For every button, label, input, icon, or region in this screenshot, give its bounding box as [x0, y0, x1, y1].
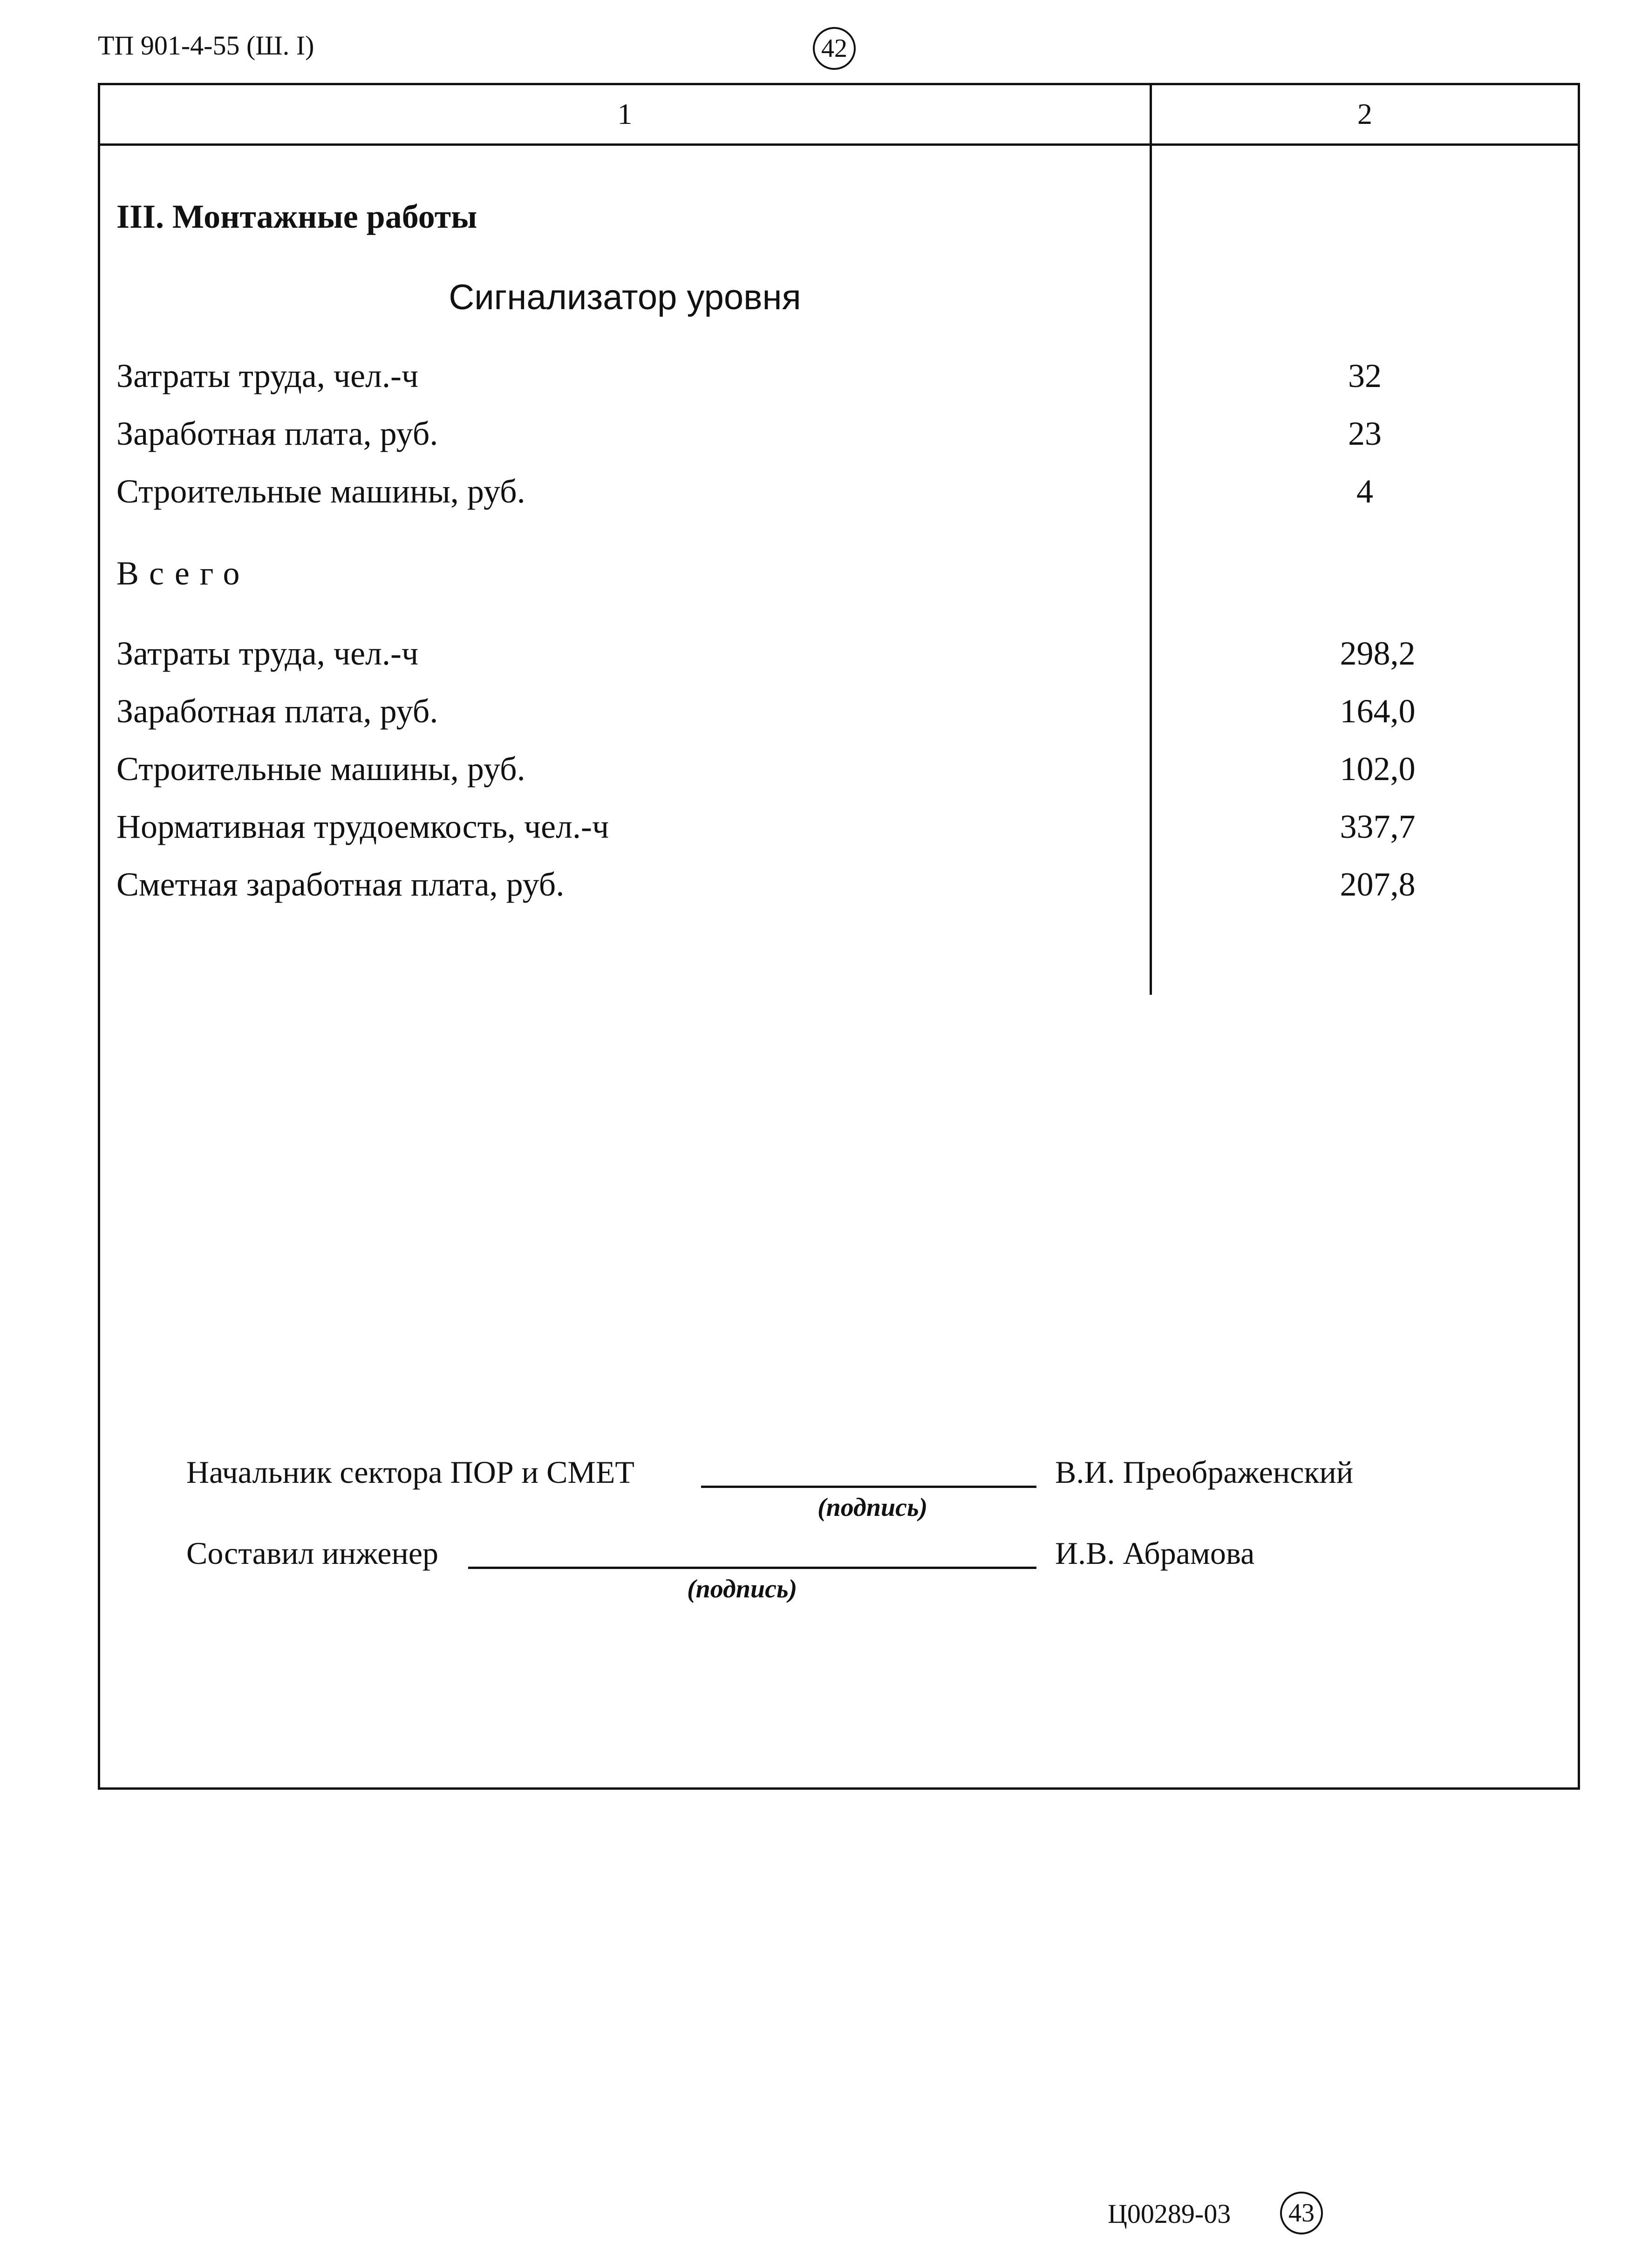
column-header-2: 2 [1357, 97, 1372, 130]
document-code: ТП 901-4-55 (Ш. I) [98, 30, 314, 61]
table-row-label: Строительные машины, руб. [116, 473, 525, 510]
table-row-value: 298,2 [1340, 635, 1416, 672]
signature-caption-1: (подпись) [818, 1493, 928, 1522]
signature-name-1: В.И. Преображенский [1055, 1454, 1354, 1490]
signature-line-1 [701, 1486, 1036, 1488]
table-row-value: 23 [1348, 415, 1382, 452]
table-column-divider [1150, 83, 1152, 995]
subheading: Сигнализатор уровня [449, 278, 801, 317]
signature-role-1: Начальник сектора ПОР и СМЕТ [186, 1454, 634, 1490]
table-row-label: Нормативная трудоемкость, чел.-ч [116, 808, 609, 845]
table-header-divider [98, 143, 1580, 146]
table-frame [98, 83, 1580, 1790]
table-row-value: 164,0 [1340, 693, 1416, 730]
signature-caption-2: (подпись) [687, 1575, 797, 1603]
column-header-1: 1 [617, 97, 633, 130]
signature-role-2: Составил инженер [186, 1535, 439, 1571]
table-row-label: Затраты труда, чел.-ч [116, 357, 419, 394]
table-row-value: 32 [1348, 357, 1382, 394]
page-number-bottom-label: 43 [1288, 2199, 1315, 2227]
table-row-label: Заработная плата, руб. [116, 693, 438, 730]
table-row-value: 4 [1356, 473, 1373, 510]
table-row-label: Строительные машины, руб. [116, 750, 525, 788]
section-title: III. Монтажные работы [116, 198, 477, 235]
signature-line-2 [468, 1567, 1036, 1569]
footer-code: Ц00289-03 [1108, 2199, 1231, 2229]
table-row-label: Затраты труда, чел.-ч [116, 635, 419, 672]
page-number-top [813, 27, 856, 70]
page-number-bottom [1280, 2192, 1323, 2234]
table-row-value: 102,0 [1340, 750, 1416, 788]
page-number-top-label: 42 [821, 34, 847, 63]
table-row-label: Сметная заработная плата, руб. [116, 866, 565, 903]
table-row-label: Заработная плата, руб. [116, 415, 438, 452]
total-heading: Всего [116, 555, 250, 592]
signature-name-2: И.В. Абрамова [1055, 1535, 1255, 1571]
table-row-value: 337,7 [1340, 808, 1416, 845]
table-row-value: 207,8 [1340, 866, 1416, 903]
